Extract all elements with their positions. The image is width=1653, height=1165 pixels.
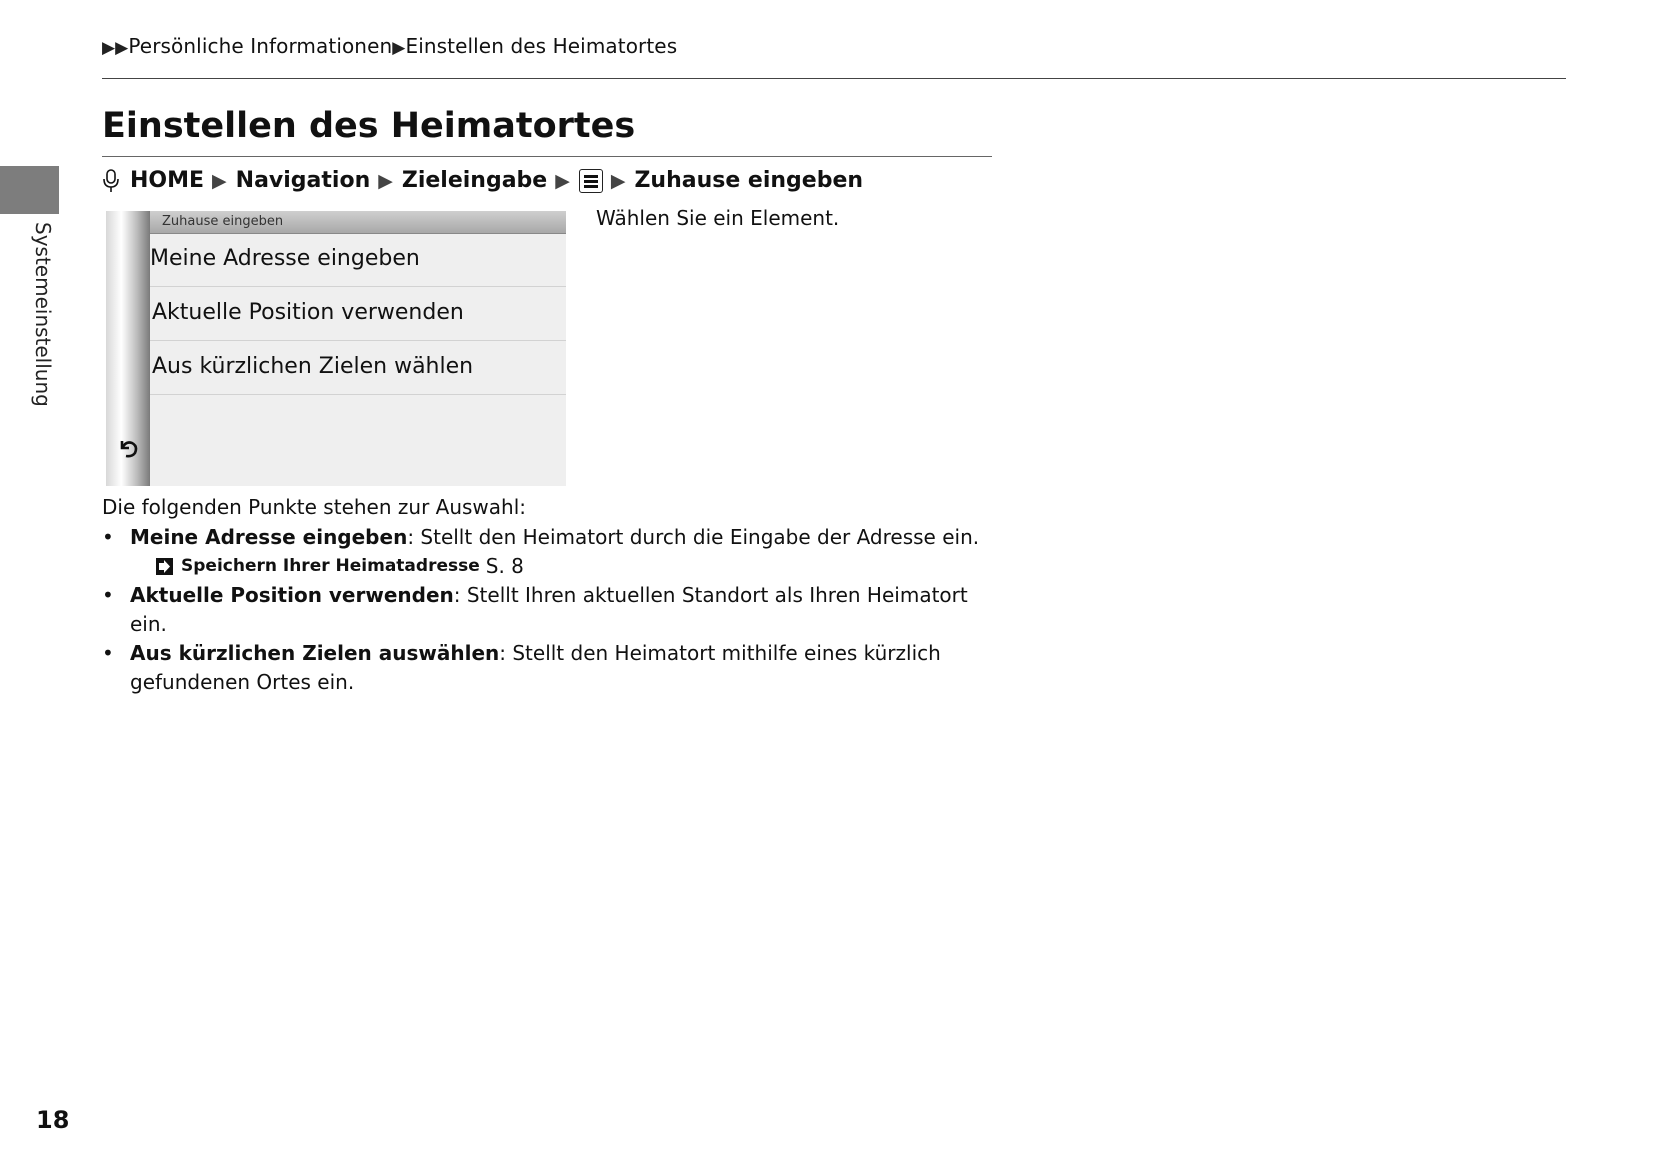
header-rule — [102, 78, 1566, 79]
list-item — [102, 523, 1002, 552]
breadcrumb-section[interactable]: Persönliche Informationen — [128, 34, 393, 58]
bullet-dot: • — [102, 641, 114, 665]
nav-arrow-icon: ▶ — [610, 170, 626, 192]
menu-item-kuerzliche-ziele[interactable]: Aus kürzlichen Zielen wählen — [150, 341, 566, 395]
cross-reference-link[interactable] — [102, 552, 1002, 581]
option-description: : Stellt den Heimatort durch die Eingabe der Adresse ein. — [407, 525, 980, 549]
nav-step-zieleingabe: Zieleingabe — [401, 168, 548, 193]
side-tab-marker — [0, 166, 59, 214]
nav-step-navigation: Navigation — [235, 168, 371, 193]
nav-step-home: HOME — [130, 168, 205, 193]
nav-arrow-icon: ▶ — [212, 170, 227, 192]
list-item — [102, 581, 1002, 639]
option-term: Aktuelle Position verwenden — [130, 583, 454, 607]
breadcrumb-current: Einstellen des Heimatortes — [405, 34, 678, 58]
list-item — [102, 639, 1002, 697]
bullet-dot: • — [102, 583, 114, 607]
option-term: Aus kürzlichen Zielen auswählen — [130, 641, 500, 665]
screen-mockup — [106, 211, 566, 486]
navigation-path — [102, 164, 863, 198]
option-description: : Stellt den Heimatort mithilfe eines kürzlich gefundenen Ortes ein. — [130, 641, 941, 694]
page-title: Einstellen des Heimatortes — [102, 106, 636, 146]
breadcrumb-arrow-icon: ▶▶ — [102, 38, 129, 58]
back-button[interactable] — [114, 433, 144, 463]
back-arrow-icon — [116, 435, 142, 461]
instruction-text: Wählen Sie ein Element. — [596, 206, 840, 230]
screen-header-title: Zuhause eingeben — [162, 214, 284, 229]
options-intro: Die folgenden Punkte stehen zur Auswahl: — [102, 495, 527, 519]
screen-header — [150, 211, 566, 234]
reference-label: Speichern Ihrer Heimatadresse — [181, 556, 480, 576]
breadcrumb — [102, 32, 677, 62]
bullet-dot: • — [102, 525, 114, 549]
option-term: Meine Adresse eingeben — [130, 525, 408, 549]
title-rule — [102, 156, 992, 157]
menu-item-aktuelle-position[interactable]: Aktuelle Position verwenden — [150, 287, 566, 341]
voice-mic-icon — [102, 168, 120, 194]
page-number: 18 — [36, 1106, 70, 1134]
menu-item-meine-adresse[interactable]: Meine Adresse eingeben — [150, 233, 566, 287]
reference-arrow-icon — [156, 558, 173, 575]
options-list — [102, 523, 1002, 697]
menu-icon — [579, 169, 603, 193]
nav-arrow-icon: ▶ — [555, 170, 570, 192]
side-tab-label: Systemeinstellung — [31, 222, 55, 407]
reference-page: S. 8 — [485, 554, 524, 578]
option-description: : Stellt Ihren aktuellen Standort als Ihren Heimatort ein. — [130, 583, 968, 636]
breadcrumb-separator-icon: ▶ — [392, 38, 406, 58]
nav-step-zuhause-eingeben: Zuhause eingeben — [634, 168, 864, 193]
nav-arrow-icon: ▶ — [378, 170, 393, 192]
